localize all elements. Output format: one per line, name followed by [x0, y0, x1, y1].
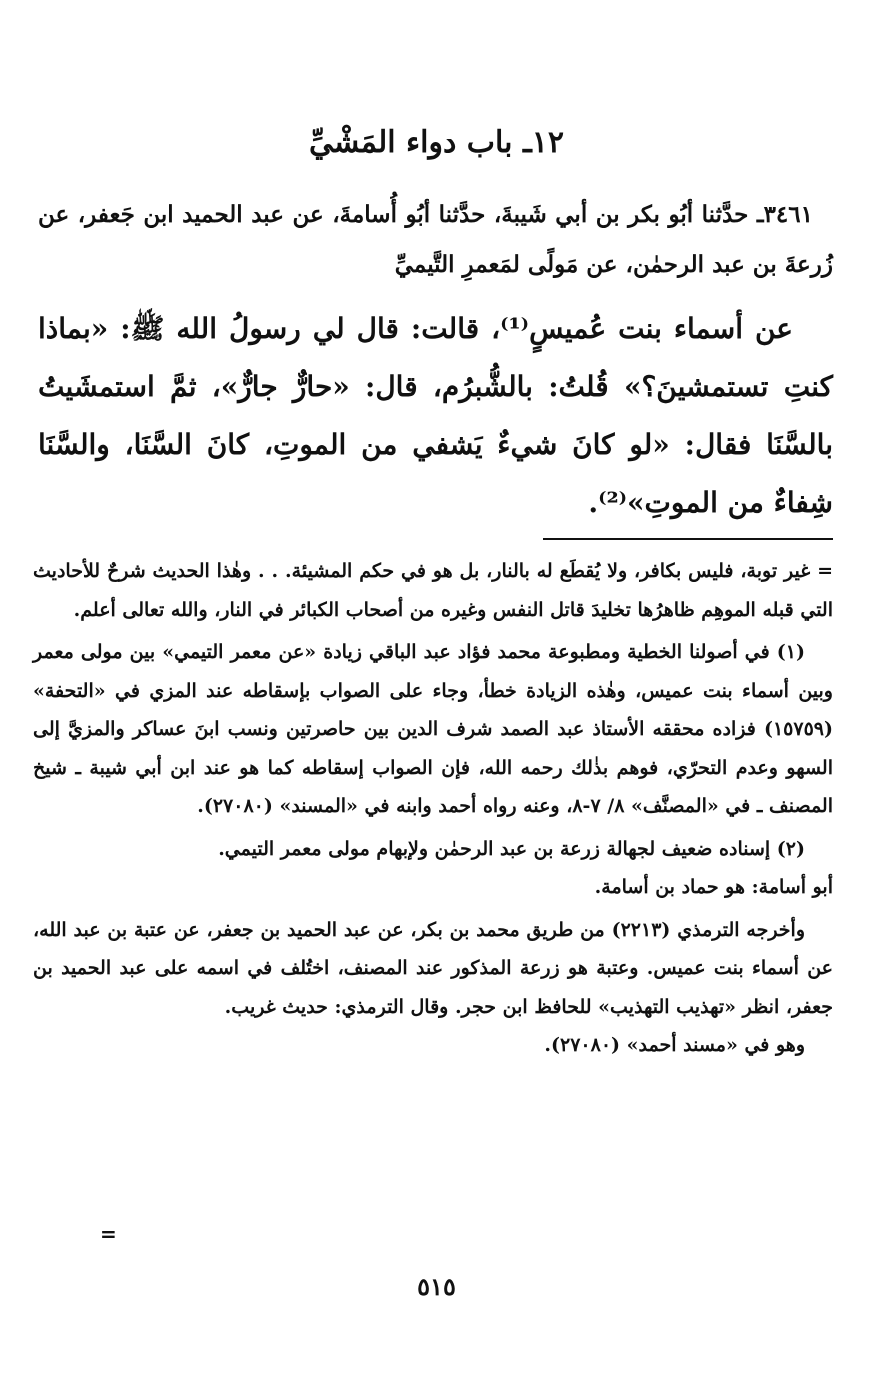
footnote-2: (٢) إسناده ضعيف لجهالة زرعة بن عبد الرحمٰن ولإبهام مولى معمر التيمي.	[218, 837, 805, 860]
continuation-mark: =	[100, 1222, 117, 1246]
footnote-2-narrator: أبو أسامة: هو حماد بن أسامة.	[594, 876, 833, 898]
hadith-isnad	[38, 190, 833, 290]
footnote-2-musnad: وهو في «مسند أحمد» (٢٧٠٨٠).	[544, 1034, 805, 1056]
footnote-continuation: = غير توبة، فليس بكافر، ولا يُقطَع له بالنار، بل هو في حكم المشيئة. . . وهٰذا الحديث شرحٌ للأحاديث التي قبله الموهِم ظاهرُها تخليدَ قاتل النفس وغيره من أصحاب الكبائر في النار، والله تعالى أعلم.	[33, 560, 833, 621]
footnote-divider	[543, 538, 833, 540]
hadith-isnad-text: ٣٤٦١ـ حدَّثنا أبُو بكر بن أبي شَيبةَ، حدَّثنا أبُو أُسامةَ، عن عبد الحميد ابن جَعفر، عن زُرعةَ بن عبد الرحمٰن، عن مَولًى لمَعمرِ التَّيميِّ	[38, 201, 833, 278]
footnote-1: (١) في أصولنا الخطية ومطبوعة محمد فؤاد عبد الباقي زيادة «عن معمر التيمي» بين مولى معمر وبين أسماء بنت عميس، وهٰذه الزيادة خطأ، وجاء على الصواب بإسقاطه عند المزي في «التحفة» (١٥٧٥٩) فزاده محققه الأستاذ عبد الصمد شرف الدين بين حاصرتين ونسب ابنَ عساكر والمزيَّ إلى السهو وعدم التحرّي، فوهم بذٰلك رحمه الله، فإن الصواب إسقاطه كما هو عند ابن أبي شيبة ـ شيخ المصنف ـ في «المصنَّف» ٨/ ٧-٨، وعنه رواه أحمد وابنه في «المسند» (٢٧٠٨٠).	[33, 641, 833, 817]
hadith-matn-text: عن أسماء بنت عُميسٍ⁽¹⁾، قالت: قال لي رسولُ الله ﷺ: «بماذا كنتِ تستمشينَ؟» قُلتُ: بالشُّبرُم، قال: «حارٌّ جارٌّ»، ثمَّ استمشَيتُ بالسَّنَا فقال: «لو كانَ شيءٌ يَشفي من الموتِ، كانَ السَّنَا، والسَّنَا شِفاءٌ من الموتِ»⁽²⁾.	[38, 312, 834, 519]
hadith-matn	[38, 300, 833, 532]
chapter-title: ١٢ـ باب دواء المَشْيِّ	[309, 125, 564, 160]
page-number: ٥١٥	[417, 1272, 456, 1301]
footnotes	[33, 552, 833, 1065]
footnote-2-takhrij: وأخرجه الترمذي (٢٢١٣) من طريق محمد بن بكر، عن عبد الحميد بن جعفر، عن عتبة بن عبد الله، عن أسماء بنت عميس. وعتبة هو زرعة المذكور عند المصنف، اختُلف في اسمه على عبد الحميد بن جعفر، انظر «تهذيب التهذيب» للحافظ ابن حجر. وقال الترمذي: حديث غريب.	[33, 918, 833, 1018]
